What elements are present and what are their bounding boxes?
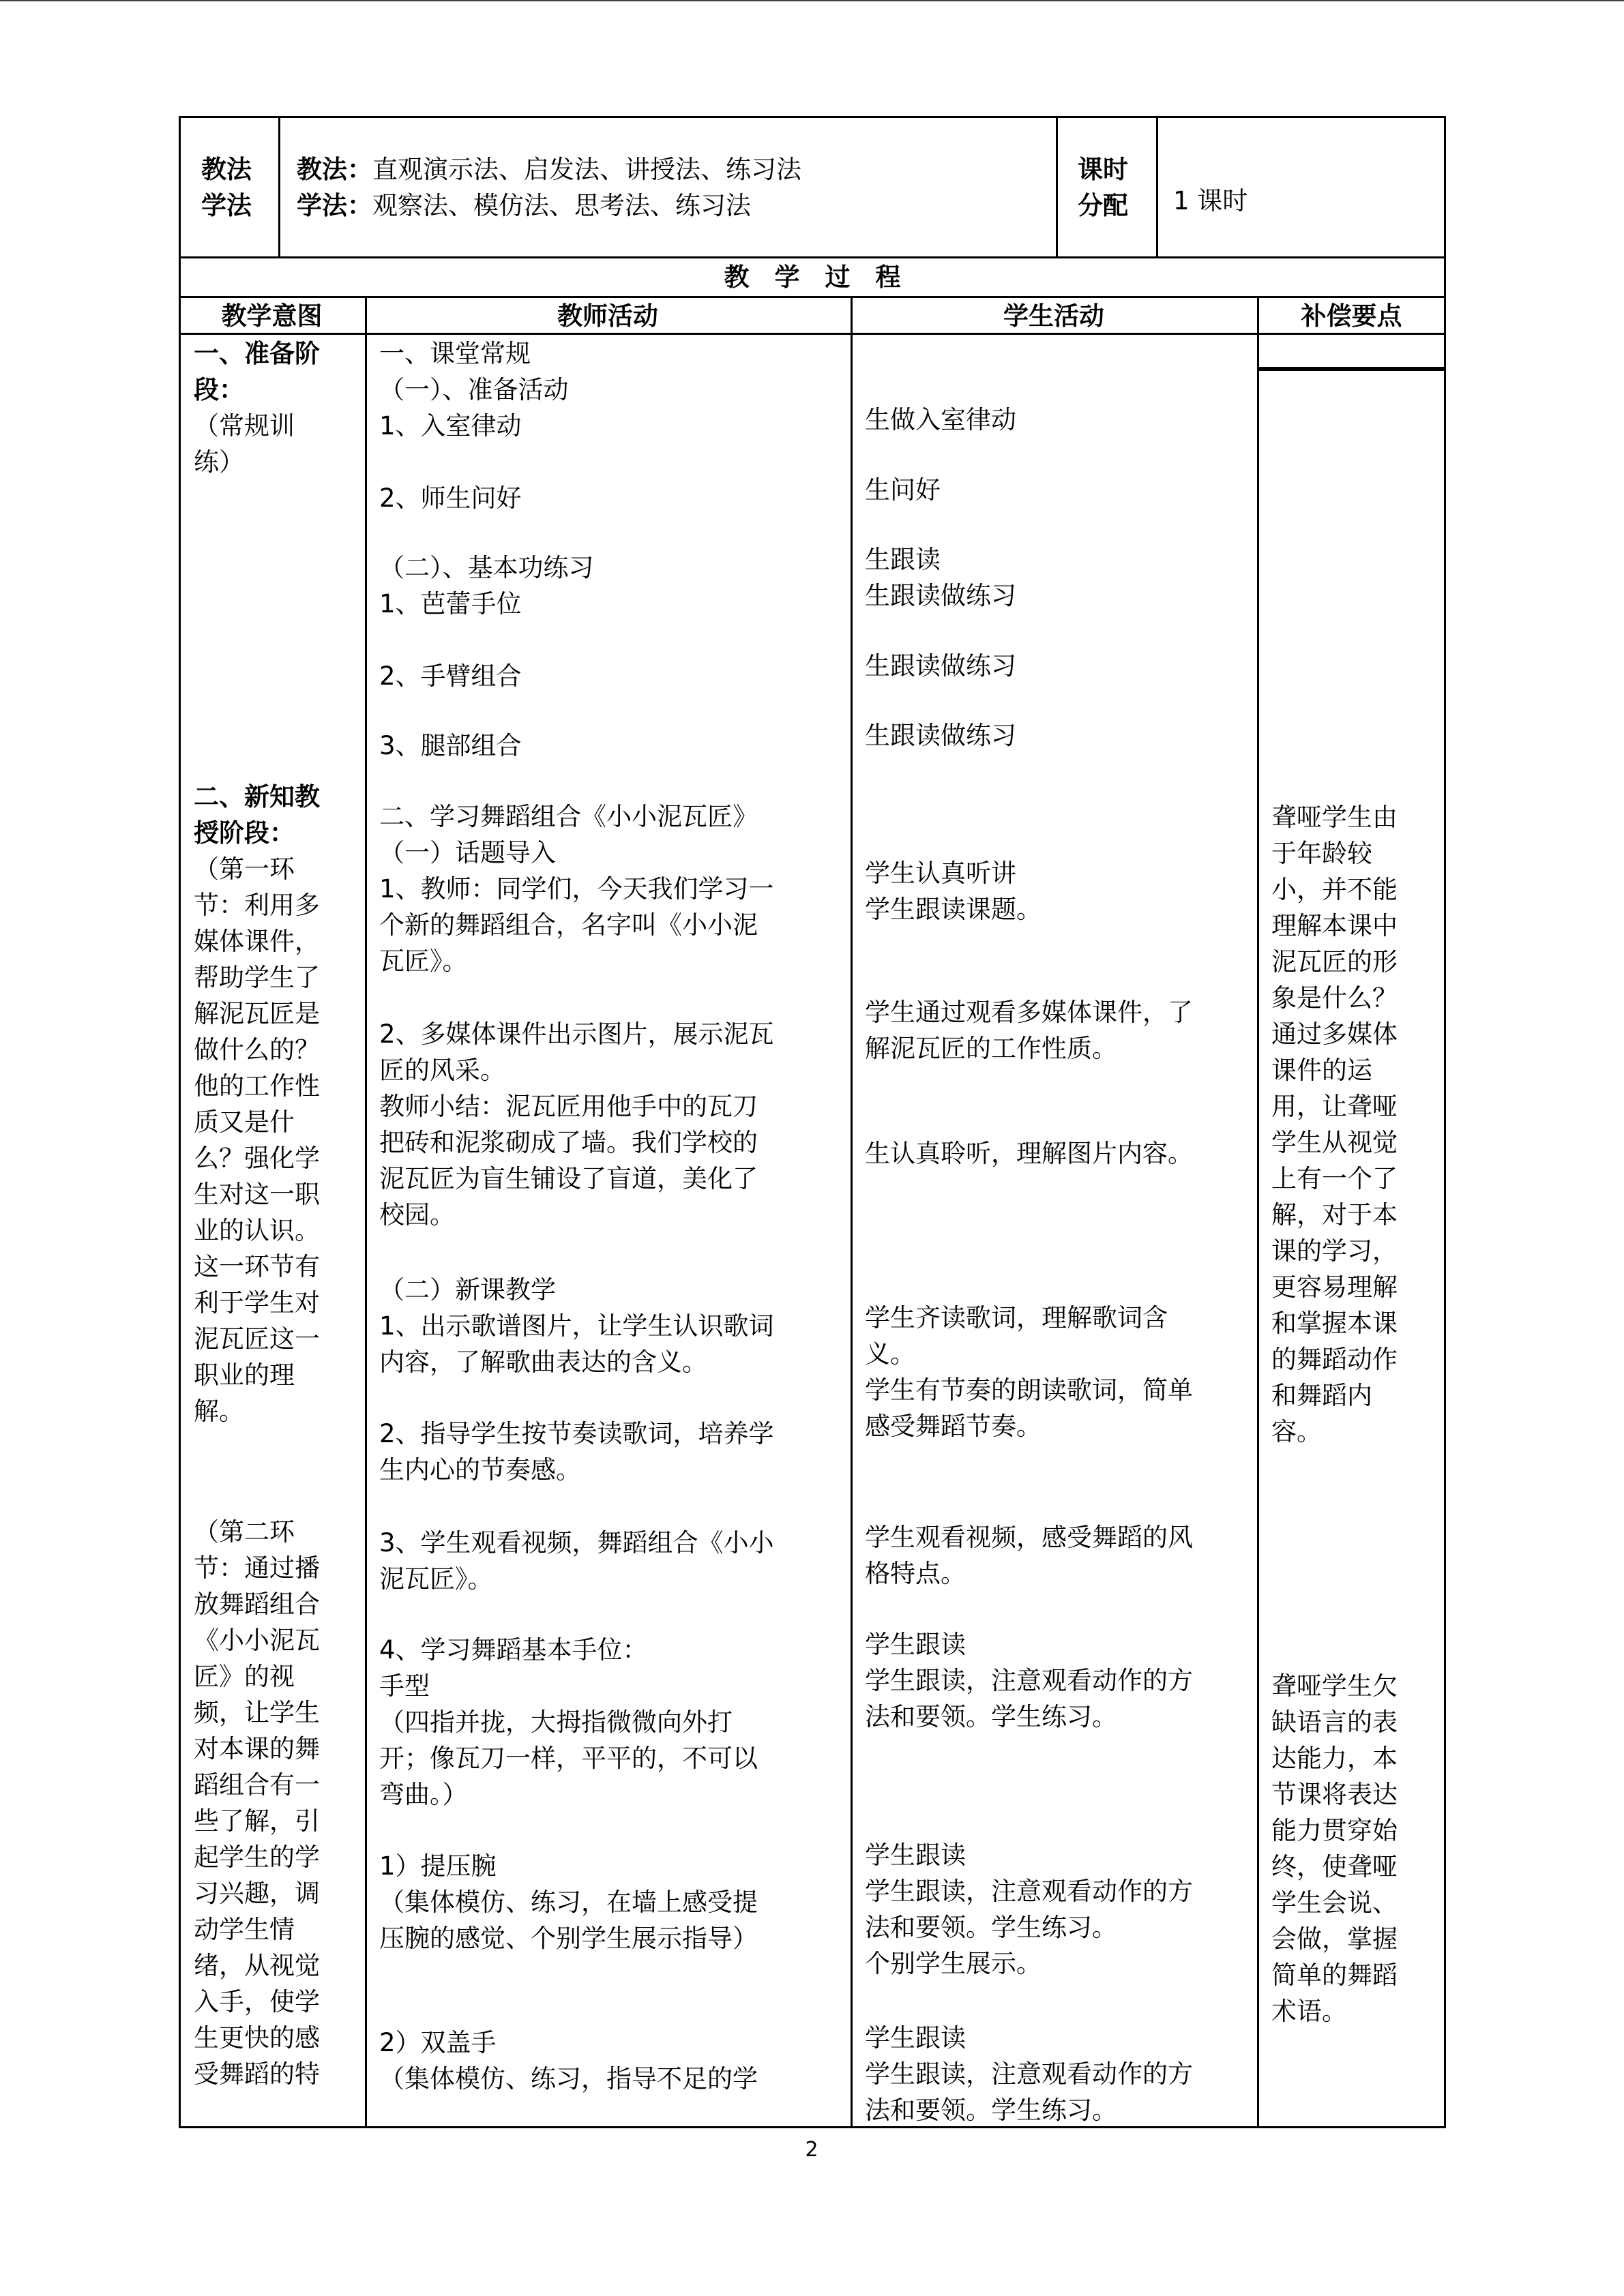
student-line: 学生跟读: [865, 1630, 966, 1659]
section-title: 教 学 过 程: [724, 263, 901, 292]
teacher-line: 匠的风采。: [379, 1056, 505, 1085]
student-line: 生跟读做练习: [865, 651, 1016, 681]
intent-line: 做什么的？: [194, 1035, 320, 1064]
top-border: [0, 0, 1624, 1]
intent-line: 《小小泥瓦: [194, 1626, 320, 1655]
teacher-line: 3、学生观看视频，舞蹈组合《小小: [379, 1528, 774, 1557]
hours-value: 1 课时: [1173, 186, 1248, 215]
intent-line: 对本课的舞: [194, 1734, 320, 1763]
intent-line: 这一环节有: [194, 1252, 320, 1281]
teacher-line: 2、多媒体课件出示图片，展示泥瓦: [379, 1019, 774, 1049]
hours-label-2: 分配: [1078, 191, 1128, 220]
compensation-line: 学生会说、: [1271, 1888, 1398, 1918]
teacher-line: 教师小结：泥瓦匠用他手中的瓦刀: [379, 1092, 758, 1121]
teacher-line: （集体模仿、练习，在墙上感受提: [379, 1888, 758, 1917]
compensation-line: 聋哑学生由: [1271, 803, 1398, 832]
compensation-line: 终，使聋哑: [1271, 1852, 1398, 1881]
teaching-method-label: 教法：: [297, 155, 372, 184]
compensation-line: 理解本课中: [1271, 911, 1398, 940]
vertical-rule: [1257, 296, 1259, 2128]
teacher-line: 弯曲。）: [379, 1780, 468, 1809]
intent-line: 他的工作性: [194, 1071, 320, 1101]
teacher-line: （一）话题导入: [379, 838, 556, 867]
teacher-line: （一）、准备活动: [379, 375, 569, 404]
teacher-line: 手型: [379, 1671, 430, 1701]
compensation-line: 能力贯穿始: [1271, 1816, 1398, 1845]
student-line: 学生齐读歌词，理解歌词含: [865, 1303, 1168, 1332]
compensation-line: 解，对于本: [1271, 1200, 1398, 1229]
student-line: 感受舞蹈节奏。: [865, 1412, 1042, 1441]
student-line: 学生跟读，注意观看动作的方: [865, 1877, 1193, 1906]
compensation-line: 更容易理解: [1271, 1272, 1398, 1302]
intent-line: 起学生的学: [194, 1843, 320, 1872]
intent-line: 二、新知教: [194, 782, 320, 811]
student-line: 学生跟读: [865, 2023, 966, 2053]
intent-line: 业的认识。: [194, 1216, 320, 1245]
compensation-line: 学生从视觉: [1271, 1128, 1398, 1157]
teacher-line: 把砖和泥浆砌成了墙。我们学校的: [379, 1128, 758, 1157]
intent-line: 练）: [194, 447, 244, 477]
vertical-rule: [278, 116, 280, 258]
intent-line: 频，让学生: [194, 1698, 320, 1727]
col-header-teacher: 教师活动: [557, 301, 658, 331]
teacher-line: 瓦匠》。: [379, 946, 468, 976]
intent-line: （第一环: [194, 854, 295, 884]
compensation-line: 通过多媒体: [1271, 1019, 1398, 1049]
intent-line: 习兴趣，调: [194, 1879, 320, 1908]
compensation-line: 课件的运: [1271, 1056, 1372, 1085]
vertical-rule: [365, 296, 367, 2128]
student-line: 学生跟读，注意观看动作的方: [865, 1666, 1193, 1695]
learning-method-line: [297, 188, 751, 224]
student-line: 学生跟读课题。: [865, 895, 1042, 924]
compensation-line: 容。: [1271, 1417, 1322, 1446]
method-label-1: 教法: [201, 155, 252, 184]
intent-line: 利于学生对: [194, 1288, 320, 1317]
student-line: 生跟读: [865, 545, 941, 574]
col-header-student: 学生活动: [1003, 301, 1104, 331]
teaching-method-text: 直观演示法、启发法、讲授法、练习法: [372, 155, 801, 184]
horizontal-rule: [179, 2126, 1446, 2128]
teacher-line: 2、手臂组合: [379, 661, 522, 691]
teacher-line: 一、课堂常规: [379, 339, 531, 368]
teacher-line: （四指并拢，大拇指微微向外打: [379, 1708, 733, 1737]
teacher-line: 4、学习舞蹈基本手位：: [379, 1635, 648, 1665]
student-line: 法和要领。学生练习。: [865, 2096, 1117, 2125]
horizontal-rule: [1257, 369, 1446, 371]
intent-line: 节：通过播: [194, 1553, 320, 1583]
compensation-line: 达能力，本: [1271, 1744, 1398, 1773]
horizontal-rule: [179, 116, 1446, 118]
student-line: 学生有节奏的朗读歌词，简单: [865, 1375, 1193, 1405]
compensation-line: 上有一个了: [1271, 1164, 1398, 1193]
teacher-line: 2、指导学生按节奏读歌词，培养学: [379, 1419, 774, 1448]
compensation-line: 的舞蹈动作: [1271, 1345, 1398, 1374]
teacher-line: 1、入室律动: [379, 411, 522, 441]
col-header-intent: 教学意图: [221, 301, 323, 331]
teacher-line: 2）双盖手: [379, 2028, 497, 2057]
vertical-rule: [1156, 116, 1158, 258]
method-label-2: 学法: [201, 191, 252, 220]
student-line: 生做入室律动: [865, 405, 1016, 434]
teacher-line: 生内心的节奏感。: [379, 1455, 581, 1485]
compensation-line: 术语。: [1271, 1997, 1347, 2026]
intent-line: 解泥瓦匠是: [194, 999, 320, 1028]
student-line: 学生跟读，注意观看动作的方: [865, 2059, 1193, 2089]
compensation-line: 和舞蹈内: [1271, 1381, 1372, 1410]
horizontal-rule: [179, 256, 1446, 258]
student-line: 格特点。: [865, 1559, 966, 1588]
intent-line: 受舞蹈的特: [194, 2059, 320, 2089]
compensation-line: 泥瓦匠的形: [1271, 947, 1398, 976]
teacher-line: 1）提压腕: [379, 1851, 497, 1881]
compensation-line: 会做，掌握: [1271, 1924, 1398, 1954]
student-line: 学生通过观看多媒体课件，了: [865, 998, 1193, 1027]
compensation-line: 用，让聋哑: [1271, 1092, 1398, 1121]
intent-line: 绪，从视觉: [194, 1951, 320, 1980]
student-line: 解泥瓦匠的工作性质。: [865, 1034, 1117, 1063]
compensation-line: 和掌握本课: [1271, 1309, 1398, 1338]
student-line: 法和要领。学生练习。: [865, 1913, 1117, 1942]
compensation-line: 课的学习，: [1271, 1236, 1398, 1266]
teacher-line: 校园。: [379, 1200, 455, 1229]
intent-line: 放舞蹈组合: [194, 1590, 320, 1619]
teacher-line: 泥瓦匠》。: [379, 1564, 493, 1594]
compensation-line: 简单的舞蹈: [1271, 1960, 1398, 1990]
student-line: 生问好: [865, 475, 941, 505]
student-line: 个别学生展示。: [865, 1949, 1042, 1978]
intent-line: 泥瓦匠这一: [194, 1324, 320, 1354]
intent-line: 么？强化学: [194, 1144, 320, 1173]
learning-method-label: 学法：: [297, 191, 372, 220]
compensation-line: 聋哑学生欠: [1271, 1671, 1398, 1701]
intent-line: 质又是什: [194, 1107, 295, 1137]
hours-label-1: 课时: [1078, 155, 1128, 184]
intent-line: 匠》的视: [194, 1662, 295, 1691]
compensation-line: 缺语言的表: [1271, 1708, 1398, 1737]
intent-line: 解。: [194, 1397, 244, 1426]
student-line: 学生跟读: [865, 1840, 966, 1870]
vertical-rule: [851, 296, 853, 2128]
intent-line: 入手，使学: [194, 1987, 320, 2016]
intent-line: 动学生情: [194, 1915, 295, 1944]
intent-line: （常规训: [194, 411, 295, 441]
student-line: 义。: [865, 1339, 915, 1369]
teacher-line: 1、芭蕾手位: [379, 589, 522, 618]
compensation-line: 象是什么？: [1271, 983, 1398, 1013]
intent-line: 生对这一职: [194, 1180, 320, 1209]
student-line: 法和要领。学生练习。: [865, 1702, 1117, 1731]
teacher-line: 2、师生问好: [379, 483, 522, 513]
vertical-rule: [1444, 116, 1446, 2128]
teaching-method-line: [297, 151, 801, 188]
intent-line: （第二环: [194, 1517, 295, 1547]
student-line: 生跟读做练习: [865, 581, 1016, 610]
teacher-line: 1、教师：同学们，今天我们学习一: [379, 874, 774, 904]
learning-method-text: 观察法、模仿法、思考法、练习法: [372, 191, 751, 220]
intent-line: 蹈组合有一: [194, 1770, 320, 1800]
intent-line: 生更快的感: [194, 2023, 320, 2053]
teacher-line: 3、腿部组合: [379, 731, 522, 760]
teacher-line: 泥瓦匠为盲生铺设了盲道，美化了: [379, 1164, 758, 1193]
student-line: 学生认真听讲: [865, 859, 1016, 888]
intent-line: 节：利用多: [194, 891, 320, 920]
intent-line: 段：: [194, 375, 244, 404]
teacher-line: 二、学习舞蹈组合《小小泥瓦匠》: [379, 802, 758, 831]
student-line: 学生观看视频，感受舞蹈的风: [865, 1523, 1193, 1552]
vertical-rule: [1056, 116, 1058, 258]
intent-line: 帮助学生了: [194, 963, 320, 992]
teacher-line: 1、出示歌谱图片，让学生认识歌词: [379, 1311, 774, 1341]
teacher-line: （集体模仿、练习，指导不足的学: [379, 2064, 758, 2093]
intent-line: 一、准备阶: [194, 339, 320, 368]
compensation-line: 小，并不能: [1271, 875, 1398, 904]
teacher-line: 个新的舞蹈组合，名字叫《小小泥: [379, 910, 758, 940]
teacher-line: （二）、基本功练习: [379, 553, 594, 582]
col-header-compensation: 补偿要点: [1301, 301, 1402, 331]
vertical-rule: [179, 116, 181, 2128]
teacher-line: 开；像瓦刀一样，平平的，不可以: [379, 1744, 758, 1773]
teacher-line: （二）新课教学: [379, 1275, 556, 1304]
compensation-line: 于年龄较: [1271, 839, 1372, 868]
student-line: 生跟读做练习: [865, 721, 1016, 750]
teacher-line: 内容，了解歌曲表达的含义。: [379, 1347, 707, 1377]
teacher-line: 压腕的感觉、个别学生展示指导）: [379, 1924, 758, 1953]
intent-line: 授阶段：: [194, 818, 295, 848]
page-number: 2: [805, 2138, 818, 2162]
compensation-line: 节课将表达: [1271, 1780, 1398, 1809]
intent-line: 些了解，引: [194, 1806, 320, 1836]
intent-line: 媒体课件，: [194, 927, 320, 956]
student-line: 生认真聆听，理解图片内容。: [865, 1139, 1193, 1168]
intent-line: 职业的理: [194, 1360, 295, 1390]
